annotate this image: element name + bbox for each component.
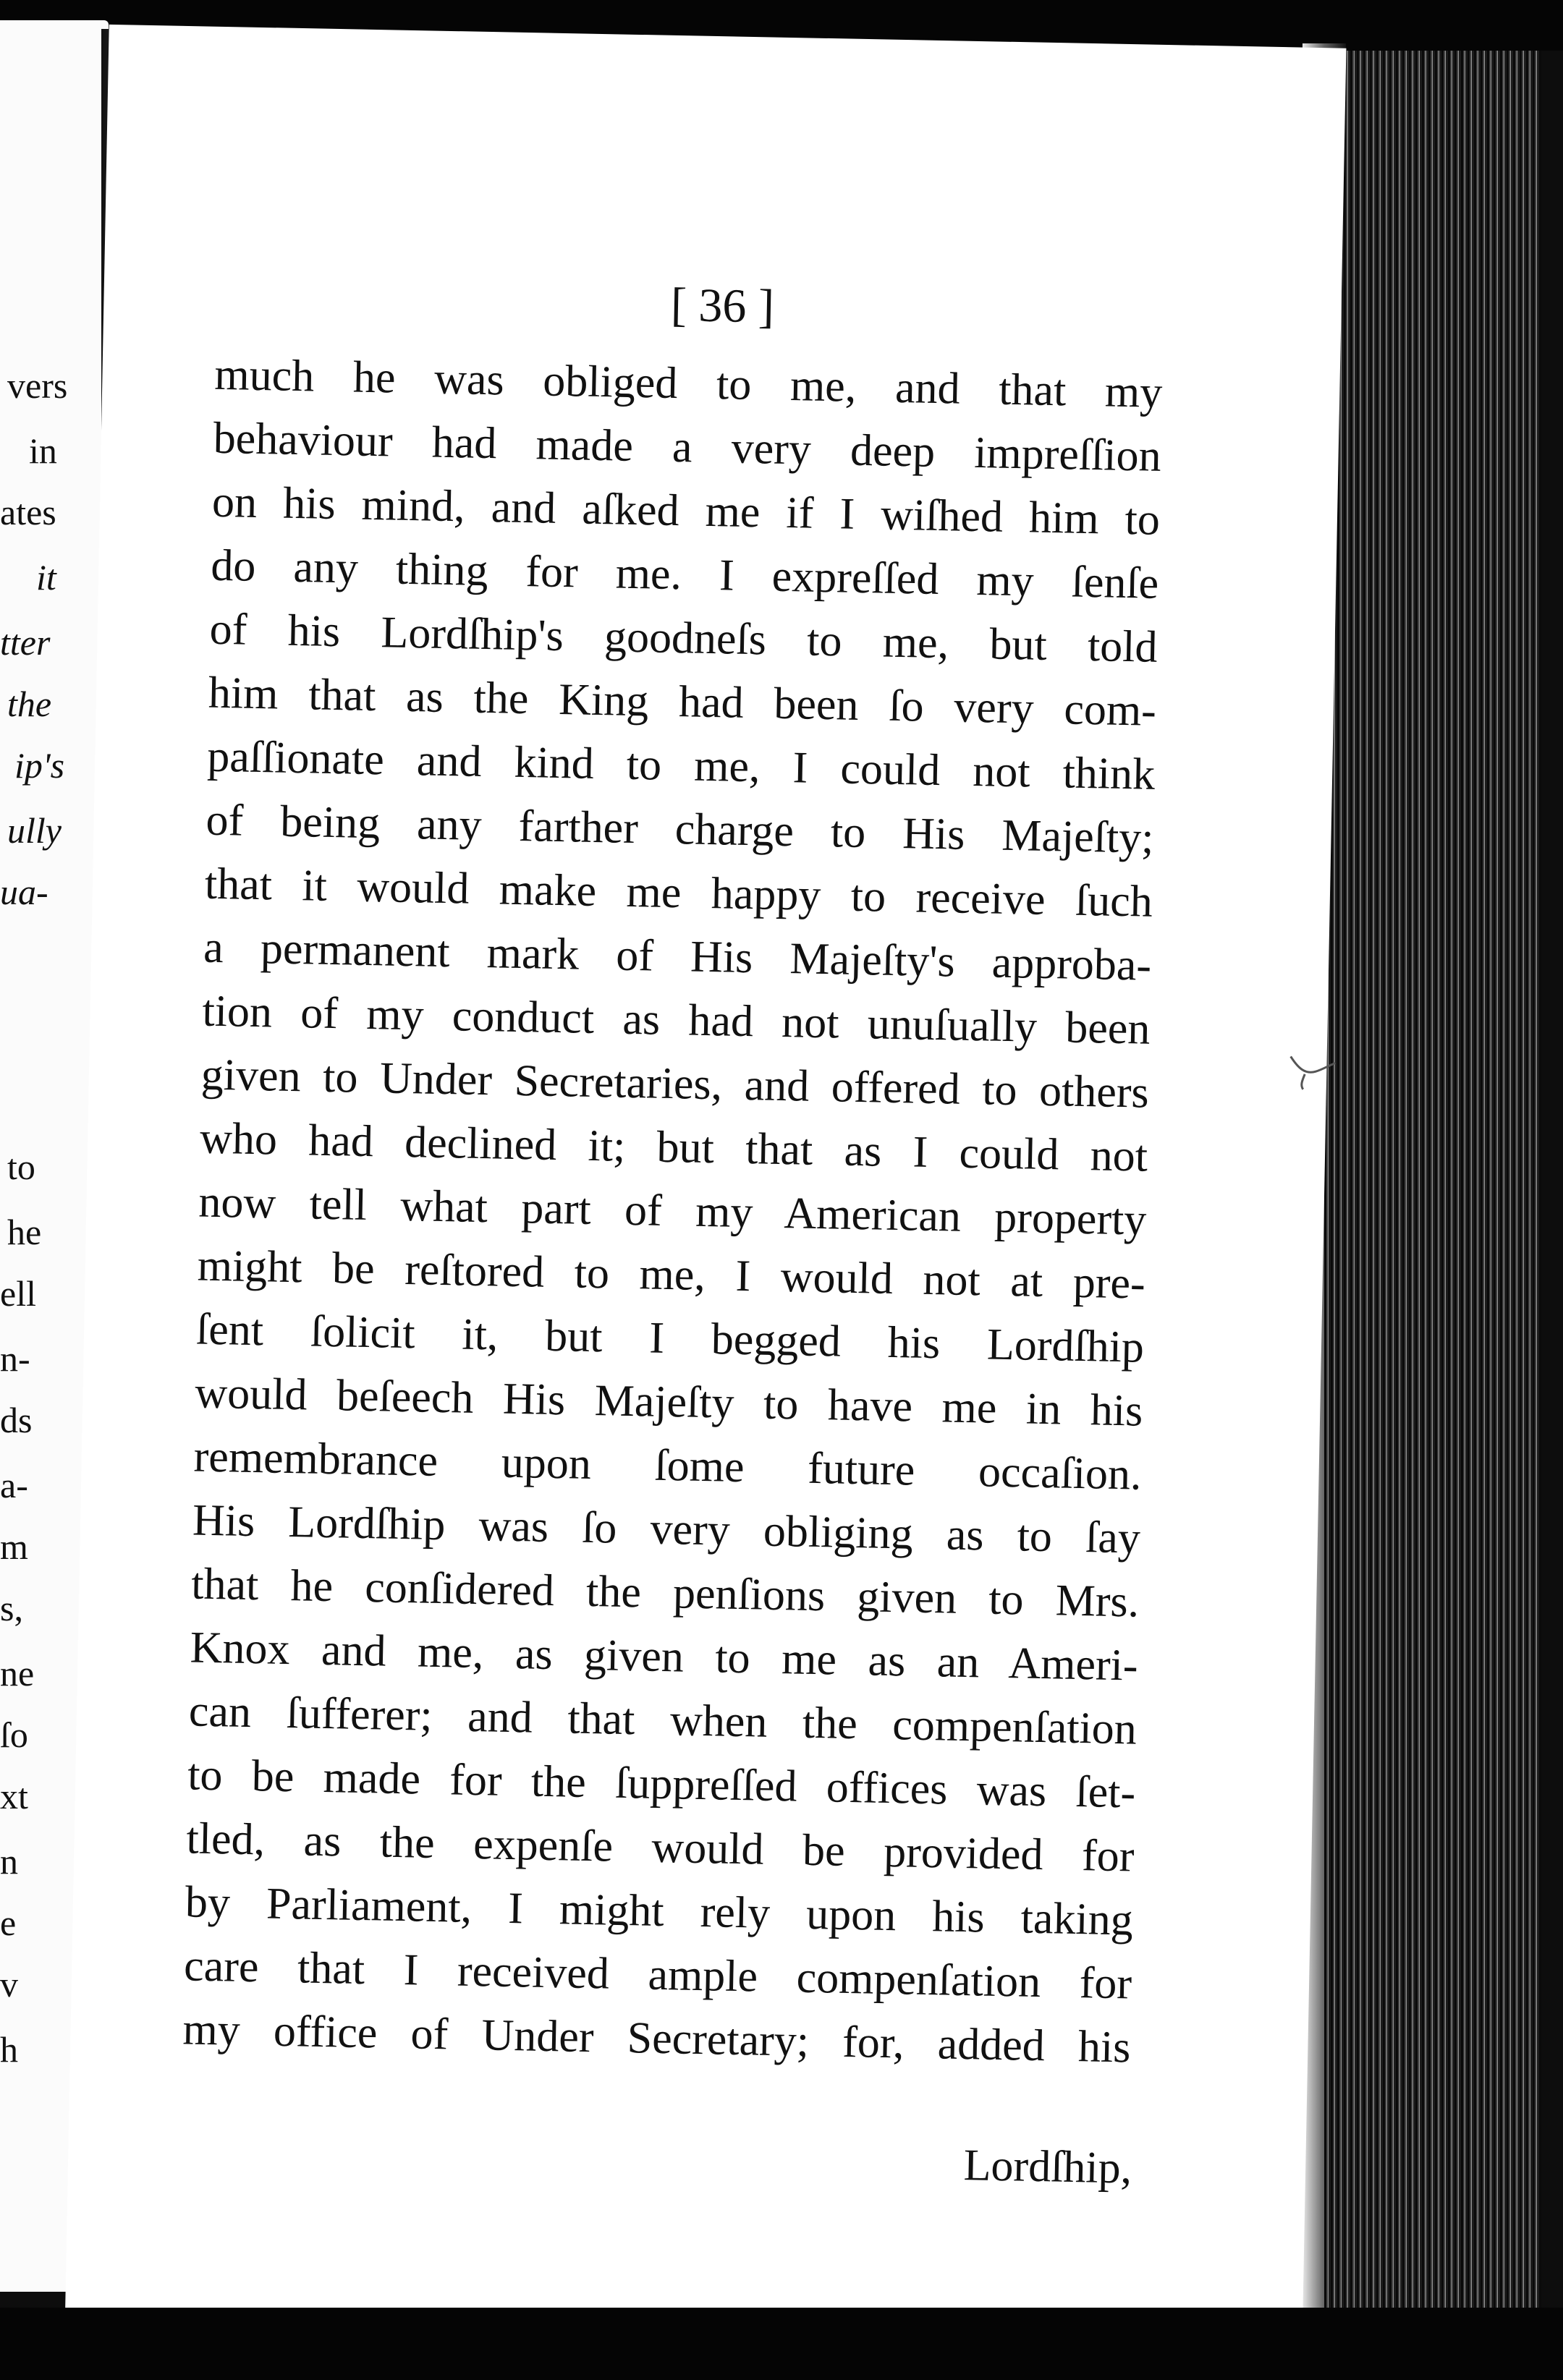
text-line: by Parliament, I might rely upon his taking	[185, 1877, 1134, 1945]
text-line: to be made for the ſuppreſſed offices was ſet-	[187, 1750, 1136, 1818]
text-line: ſent ſolicit it, but I begged his Lordſhip	[195, 1304, 1145, 1372]
left-page-fragment: v	[0, 1964, 18, 2005]
left-page-fragment: ua-	[0, 872, 48, 912]
text-line: that he conſidered the penſions given to Mrs.	[190, 1559, 1140, 1627]
left-page-fragment: tter	[0, 622, 51, 663]
page-number: [ 36 ]	[670, 278, 775, 333]
text-line: can ſufferer; and that when the compenſation	[188, 1686, 1138, 1754]
text-line: tion of my conduct as had not unuſually been	[201, 986, 1151, 1054]
left-page-fragment: he	[7, 1212, 42, 1252]
left-page-fragment: n	[0, 1841, 18, 1882]
left-page-fragment: xt	[0, 1776, 28, 1816]
text-line: tled, as the expenſe would be provided for	[186, 1814, 1135, 1882]
left-page-fragment: to	[7, 1147, 35, 1187]
text-line: of his Lordſhip's goodneſs to me, but told	[209, 604, 1159, 672]
left-page-fragment: ell	[0, 1273, 36, 1314]
text-line: might be reſtored to me, I would not at pre-	[197, 1241, 1146, 1309]
text-line: a permanent mark of His Majeſty's approba-	[203, 922, 1152, 990]
left-page-fragment: in	[29, 430, 57, 471]
text-line: care that I received ample compenſation for	[183, 1941, 1132, 2009]
text-line: His Lordſhip was ſo very obliging as to ſay	[192, 1495, 1141, 1563]
left-page-fragment: s,	[0, 1588, 23, 1628]
text-line: remembrance upon ſome future occaſion.	[193, 1432, 1143, 1500]
left-page-fragment: vers	[7, 365, 68, 406]
scan-border-bottom	[0, 2308, 1563, 2380]
text-line: that it would make me happy to receive ſuch	[204, 859, 1153, 927]
left-page-fragment: ne	[0, 1653, 35, 1693]
book-fore-edge	[1324, 51, 1541, 2308]
left-page-fragment: ully	[7, 810, 62, 851]
right-page	[65, 25, 1347, 2355]
text-line: much he was obliged to me, and that my	[213, 349, 1163, 417]
left-page-fragment: ip's	[14, 745, 65, 786]
text-line: of being any farther charge to His Majeſty;	[206, 795, 1155, 863]
text-line: paſſionate and kind to me, I could not think	[206, 731, 1156, 799]
text-line: do any thing for me. I expreſſed my ſenſe	[210, 540, 1159, 608]
text-line: now tell what part of my American property	[198, 1177, 1147, 1245]
text-line: who had declined it; but that as I could not	[199, 1113, 1148, 1181]
catchword: Lordſhip,	[963, 2141, 1132, 2193]
left-page-fragment: e	[0, 1903, 17, 1943]
left-page-fragment: it	[36, 557, 56, 598]
left-page-fragment: m	[0, 1526, 28, 1567]
left-page-fragment: ds	[0, 1400, 33, 1440]
text-line: behaviour had made a very deep impreſſion	[213, 413, 1162, 481]
text-line: him that as the King had been ſo very com-	[208, 668, 1157, 736]
pencil-margin-mark-icon	[1283, 1049, 1342, 1094]
text-line: would beſeech His Majeſty to have me in his	[194, 1368, 1143, 1436]
left-page-fragment: the	[7, 684, 52, 724]
left-page-fragment: h	[0, 2029, 18, 2070]
text-line: given to Under Secretaries, and offered to others	[200, 1050, 1150, 1118]
left-page-fragment: ſo	[0, 1714, 28, 1755]
left-page-fragment: ates	[0, 492, 56, 532]
text-line: on his mind, and aſked me if I wiſhed him to	[211, 477, 1161, 545]
left-page-fragment: n-	[0, 1338, 30, 1379]
text-line: Knox and me, as given to me as an Ameri-	[190, 1623, 1139, 1691]
text-line: my office of Under Secretary; for, added his	[182, 2005, 1132, 2073]
left-page-fragment: a-	[0, 1465, 28, 1505]
